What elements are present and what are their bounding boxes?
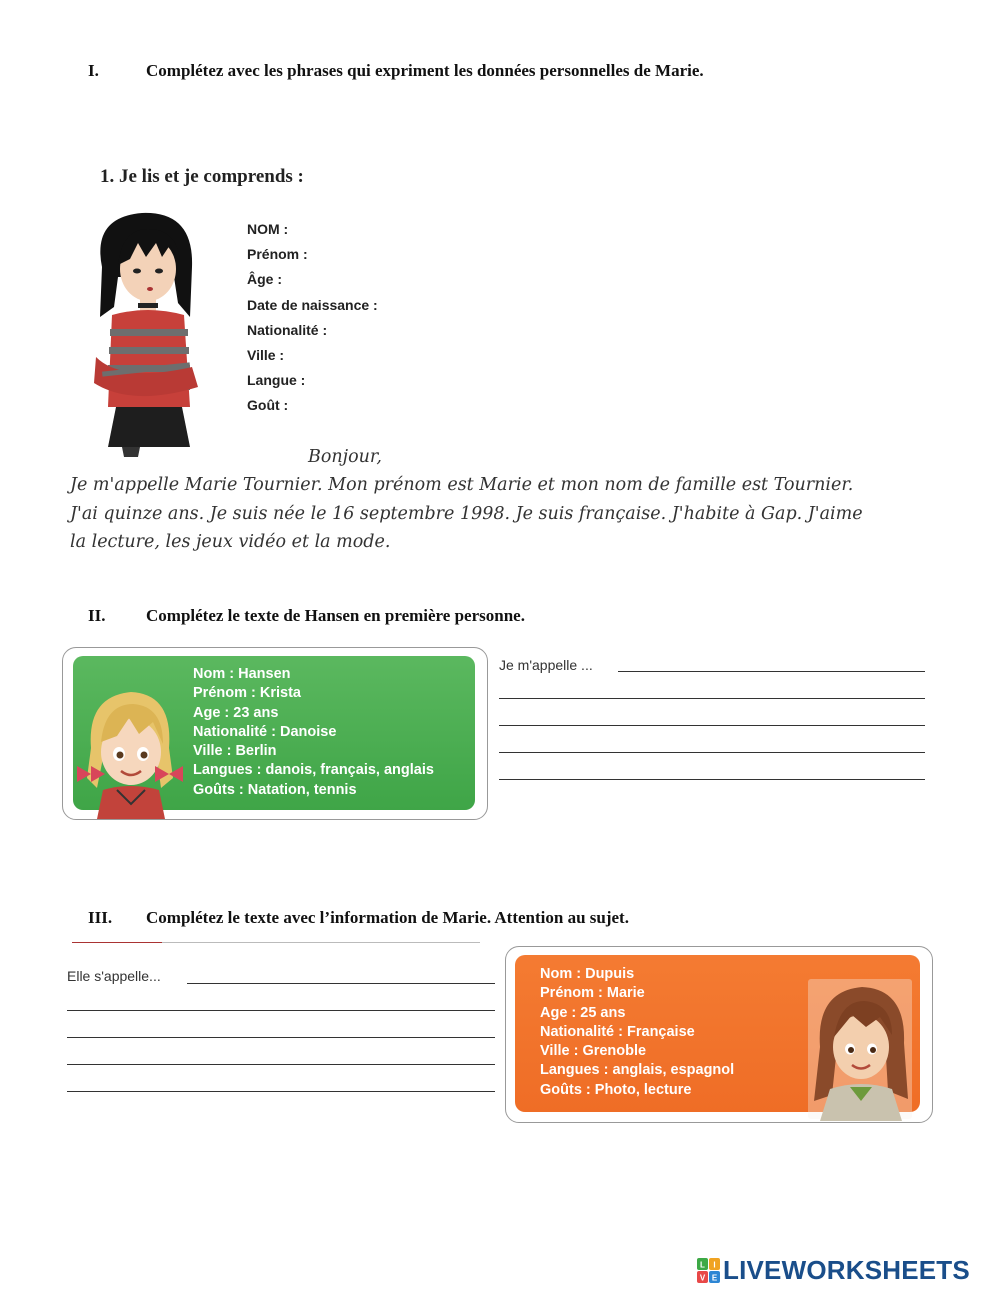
writing-line[interactable] (618, 671, 925, 672)
writing-line[interactable] (67, 1010, 495, 1011)
divider-accent (72, 942, 162, 943)
field-prenom: Prénom : (247, 246, 308, 263)
letter-line: J'ai quinze ans. Je suis née le 16 septembre 1998. Je suis française. J'habite à Gap. J'aime (70, 503, 863, 524)
letter-line: la lecture, les jeux vidéo et la mode. (70, 532, 391, 552)
field-ville: Ville : (247, 346, 285, 363)
liveworksheets-mark-icon (697, 1258, 721, 1284)
logo-letter: E (711, 1273, 718, 1283)
marie-writing-prompt: Elle s'appelle... (67, 968, 161, 984)
letter-body (70, 471, 950, 557)
logo-letter: V (699, 1273, 706, 1283)
dupuis-gouts: Goûts : Photo, lecture (540, 1081, 692, 1098)
hansen-age: Age : 23 ans (193, 704, 279, 721)
hansen-nom: Nom : Hansen (193, 666, 291, 682)
writing-line[interactable] (67, 1064, 495, 1065)
marie-dupuis-illustration (806, 977, 916, 1121)
dupuis-profile-card (505, 946, 933, 1123)
hansen-langues: Langues : danois, français, anglais (193, 762, 434, 779)
field-nationalite: Nationalité : (247, 321, 328, 338)
section-2-heading (88, 606, 525, 626)
writing-line[interactable] (67, 1037, 495, 1038)
field-age: Âge : (247, 271, 282, 288)
writing-line[interactable] (499, 725, 925, 726)
hansen-prenom: Prénom : Krista (193, 685, 301, 702)
profile-field-list (247, 217, 378, 419)
hansen-nationalite: Nationalité : Danoise (193, 723, 337, 740)
reading-subheading: 1. Je lis et je comprends : (100, 166, 304, 187)
section-3-instruction: Complétez le texte avec l’information de Marie. Attention au sujet. (146, 908, 629, 927)
writing-line[interactable] (499, 752, 925, 753)
section-2-numeral: II. (88, 606, 106, 625)
dupuis-nom: Nom : Dupuis (540, 966, 635, 982)
logo-letter: I (713, 1260, 716, 1270)
section-3-numeral: III. (88, 908, 113, 927)
marie-illustration (82, 207, 212, 457)
dupuis-card-text (540, 965, 734, 1100)
hansen-profile-card (62, 647, 488, 820)
section-2-instruction: Complétez le texte de Hansen en première personne. (146, 606, 525, 625)
writing-line[interactable] (499, 779, 925, 780)
hansen-card-text (193, 665, 434, 800)
letter-line: Je m'appelle Marie Tournier. Mon prénom est Marie et mon nom de famille est Tournier. (70, 475, 854, 495)
letter-greeting: Bonjour, (308, 447, 382, 467)
liveworksheets-wordmark: LIVEWORKSHEETS (723, 1255, 970, 1285)
hansen-ville: Ville : Berlin (193, 743, 277, 760)
field-langue: Langue : (247, 372, 306, 389)
field-nom: NOM : (247, 221, 289, 237)
dupuis-nationalite: Nationalité : Française (540, 1023, 695, 1040)
dupuis-ville: Ville : Grenoble (540, 1043, 647, 1060)
writing-line[interactable] (499, 698, 925, 699)
dupuis-prenom: Prénom : Marie (540, 985, 645, 1002)
section-1-numeral: I. (88, 61, 99, 80)
field-gout: Goût : (247, 397, 289, 414)
dupuis-age: Age : 25 ans (540, 1004, 626, 1021)
hansen-writing-prompt: Je m'appelle ... (499, 657, 593, 673)
writing-line[interactable] (67, 1091, 495, 1092)
section-1-instruction: Complétez avec les phrases qui expriment les données personnelles de Marie. (146, 61, 704, 80)
logo-letter: L (700, 1260, 705, 1270)
field-date-naissance: Date de naissance : (247, 296, 378, 313)
liveworksheets-logo[interactable] (697, 1255, 997, 1287)
dupuis-langues: Langues : anglais, espagnol (540, 1062, 735, 1079)
krista-illustration (69, 678, 189, 819)
writing-line[interactable] (187, 983, 495, 984)
section-1-heading (88, 61, 704, 81)
section-3-heading (88, 908, 629, 928)
hansen-gouts: Goûts : Natation, tennis (193, 781, 357, 798)
